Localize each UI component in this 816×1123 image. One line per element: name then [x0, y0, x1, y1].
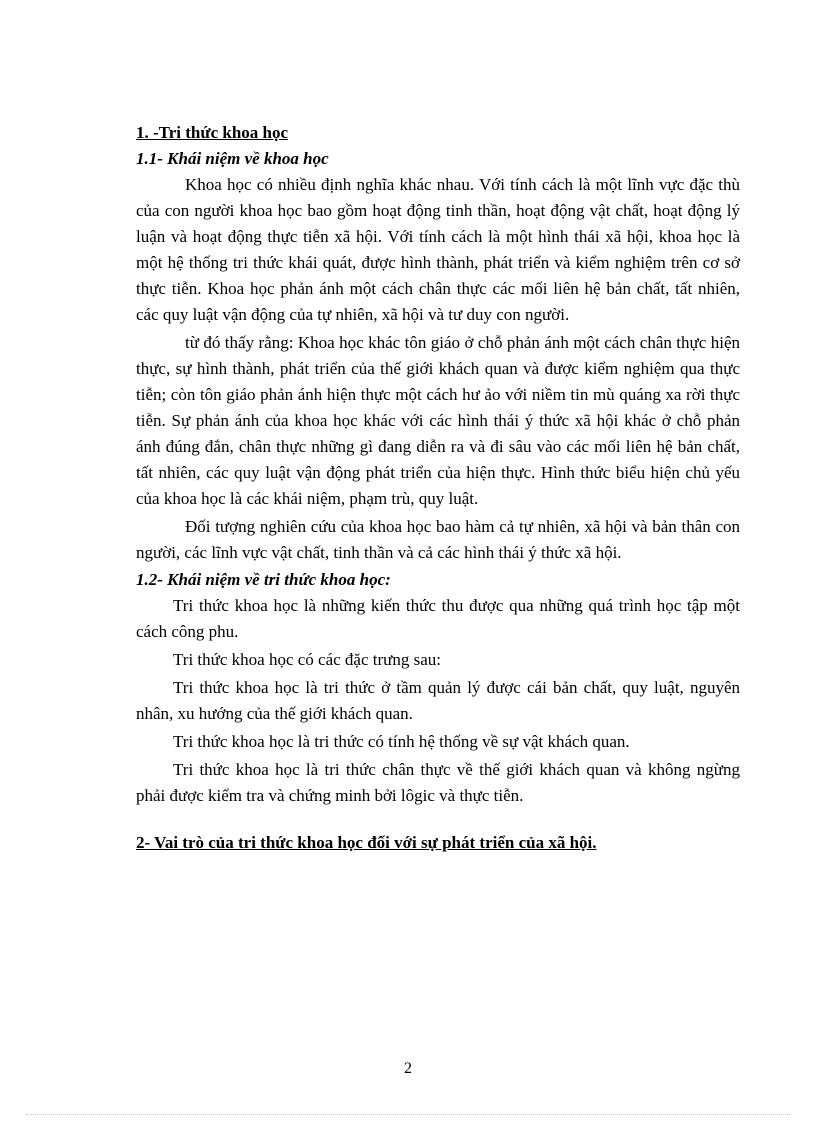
paragraph-characteristics-intro: Tri thức khoa học có các đặc trưng sau:	[173, 650, 441, 669]
page-number: 2	[404, 1060, 412, 1077]
paragraph-science-vs-religion: từ đó thấy rằng: Khoa học khác tôn giáo ở chỗ phản ánh một cách chân thực hiện thực, sự hình thành, phát triển của thế giới khách quan và được kiểm nghiệm qua thực tiễn; còn tôn giáo phản ánh hiện thực một cách hư ảo với niềm tin mù quáng xa rời thực tiễn. Sự phản ánh của khoa học khác với các hình thái ý thức xã hội khác ở chỗ phản ánh đúng đắn, chân thực những gì đang diễn ra và đi sâu vào các mối liên hệ bản chất, tất nhiên, các quy luật vận động phát triển của hiện thực. Hình thức biểu hiện chủ yếu của khoa học là các khái niệm, phạm trù, quy luật.	[136, 333, 740, 508]
section-2-heading: 2- Vai trò của tri thức khoa học đối với sự phát triển của xã hội.	[136, 833, 597, 852]
paragraph-characteristic-truth: Tri thức khoa học là tri thức chân thực về thế giới khách quan và không ngừng phải được kiểm tra và chứng minh bởi lôgic và thực tiễn.	[136, 760, 740, 805]
paragraph-characteristic-system: Tri thức khoa học là tri thức có tính hệ thống về sự vật khách quan.	[173, 732, 630, 751]
paragraph-knowledge-definition: Tri thức khoa học là những kiến thức thu được qua những quá trình học tập một cách công phu.	[136, 596, 740, 641]
section-1-heading: 1. -Tri thức khoa học	[136, 123, 289, 142]
page-content	[136, 121, 740, 855]
subsection-1-1-heading: 1.1- Khái niệm về khoa học	[136, 149, 329, 168]
paragraph-research-object: Đối tượng nghiên cứu của khoa học bao hàm cả tự nhiên, xã hội và bản thân con người, các lĩnh vực vật chất, tinh thần và cả các hình thái ý thức xã hội.	[136, 517, 740, 562]
page-bottom-divider	[26, 1114, 790, 1115]
paragraph-characteristic-essence: Tri thức khoa học là tri thức ở tầm quản lý được cái bản chất, quy luật, nguyên nhân, xu hướng của thế giới khách quan.	[136, 678, 740, 723]
subsection-1-2-heading: 1.2- Khái niệm về tri thức khoa học:	[136, 570, 391, 589]
paragraph-science-definition: Khoa học có nhiều định nghĩa khác nhau. Với tính cách là một lĩnh vực đặc thù của con người khoa học bao gồm hoạt động tinh thần, hoạt động vật chất, hoạt động lý luận và hoạt động thực tiễn xã hội. Với tính cách là một hình thái xã hội, khoa học là một hệ thống tri thức khái quát, được hình thành, phát triển và kiểm nghiệm trên cơ sở thực tiễn. Khoa học phản ánh một cách chân thực các mối liên hệ bản chất, tất nhiên, các quy luật vận động của tự nhiên, xã hội và tư duy con người.	[136, 175, 740, 324]
